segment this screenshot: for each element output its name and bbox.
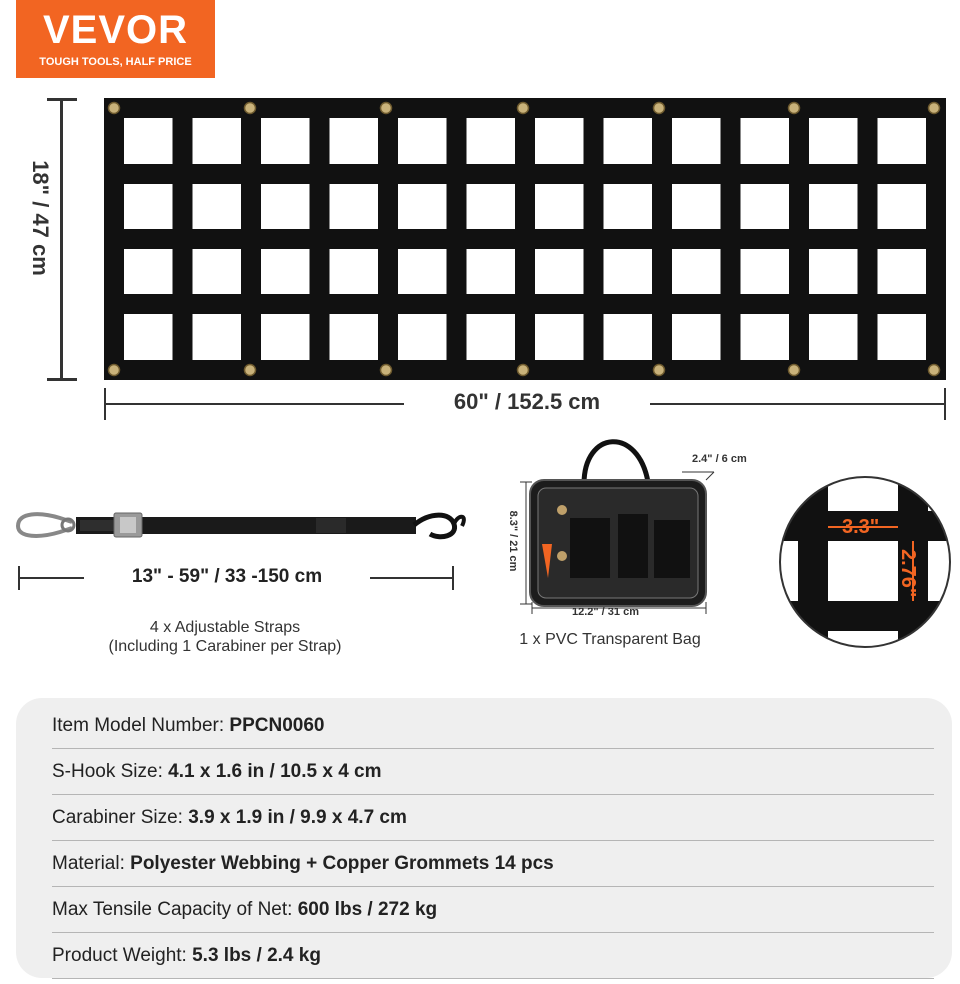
bag-caption: 1 x PVC Transparent Bag	[519, 631, 701, 648]
spec-row-weight	[52, 934, 934, 979]
width-dimension-cap-right	[944, 388, 946, 420]
height-dimension-cap-bottom	[47, 378, 77, 381]
grommet-top	[789, 103, 800, 114]
adjustable-strap-image	[10, 500, 470, 550]
mesh-detail-image	[778, 475, 952, 649]
spec-value: 4.1 x 1.6 in / 10.5 x 4 cm	[168, 761, 382, 782]
spec-value: 5.3 lbs / 2.4 kg	[192, 945, 321, 966]
strap-length-label: 13" - 59" / 33 -150 cm	[131, 566, 323, 587]
spec-row-capacity	[52, 888, 934, 933]
strap-caption-line2: (Including 1 Carabiner per Strap)	[108, 638, 342, 655]
spec-row-shook	[52, 750, 934, 795]
grommet-top	[381, 103, 392, 114]
net-vertical-strap	[173, 98, 193, 380]
strap-dimension-line-left	[18, 577, 84, 579]
width-dimension-line-left	[104, 403, 404, 405]
grommet-bottom	[381, 365, 392, 376]
vevor-logo	[16, 0, 215, 78]
strap-dimension-cap-left	[18, 566, 20, 590]
width-dimension-cap-left	[104, 388, 106, 420]
grommet-bottom	[789, 365, 800, 376]
spec-value: 600 lbs / 272 kg	[297, 899, 438, 920]
strap-dimension-cap-right	[452, 566, 454, 590]
mesh-width-label: 3.3"	[842, 516, 880, 538]
spec-key: S-Hook Size:	[52, 761, 169, 782]
grommet-bottom	[518, 365, 529, 376]
spec-value: 3.9 x 1.9 in / 9.9 x 4.7 cm	[188, 807, 407, 828]
spec-row-carabiner	[52, 796, 934, 841]
height-dimension-label: 18" / 47 cm	[27, 138, 53, 298]
spec-value: Polyester Webbing + Copper Grommets 14 pcs	[130, 853, 554, 874]
grommet-bottom	[109, 365, 120, 376]
spec-key: Carabiner Size:	[52, 807, 189, 828]
specifications-panel	[16, 698, 952, 978]
spec-row-model	[52, 704, 934, 749]
grommet-top	[929, 103, 940, 114]
cargo-net-image	[104, 98, 946, 380]
spec-row-material	[52, 842, 934, 887]
net-vertical-strap	[310, 98, 330, 380]
grommet-top	[518, 103, 529, 114]
mesh-height-label: 2.76"	[897, 549, 919, 598]
spec-key: Max Tensile Capacity of Net:	[52, 899, 298, 920]
width-dimension-label: 60" / 152.5 cm	[453, 389, 601, 414]
net-vertical-strap	[721, 98, 741, 380]
spec-key: Material:	[52, 853, 131, 874]
bag-depth-label: 12.2" / 31 cm	[572, 606, 639, 618]
width-dimension-line-right	[650, 403, 946, 405]
net-vertical-strap	[515, 98, 535, 380]
net-vertical-strap	[104, 98, 124, 380]
net-vertical-strap	[584, 98, 604, 380]
grommet-top	[109, 103, 120, 114]
net-vertical-strap	[378, 98, 398, 380]
height-dimension-cap-top	[47, 98, 77, 101]
bag-height-label: 8.3" / 21 cm	[507, 510, 519, 572]
height-dimension-line	[60, 98, 63, 381]
grommet-bottom	[245, 365, 256, 376]
strap-dimension-line-right	[370, 577, 452, 579]
net-vertical-strap	[447, 98, 467, 380]
spec-key: Item Model Number:	[52, 715, 230, 736]
strap-caption	[60, 618, 390, 656]
brand-tagline: TOUGH TOOLS, HALF PRICE	[39, 56, 192, 68]
grommet-bottom	[654, 365, 665, 376]
grommet-top	[245, 103, 256, 114]
net-vertical-strap	[858, 98, 878, 380]
spec-key: Product Weight:	[52, 945, 193, 966]
grommet-top	[654, 103, 665, 114]
strap-caption-line1: 4 x Adjustable Straps	[149, 619, 301, 636]
net-vertical-strap	[926, 98, 946, 380]
spec-value: PPCN0060	[229, 715, 325, 736]
brand-name: VEVOR	[42, 8, 189, 52]
grommet-bottom	[929, 365, 940, 376]
net-vertical-strap	[789, 98, 809, 380]
bag-width-label: 2.4" / 6 cm	[692, 453, 747, 465]
net-vertical-strap	[241, 98, 261, 380]
net-vertical-strap	[652, 98, 672, 380]
